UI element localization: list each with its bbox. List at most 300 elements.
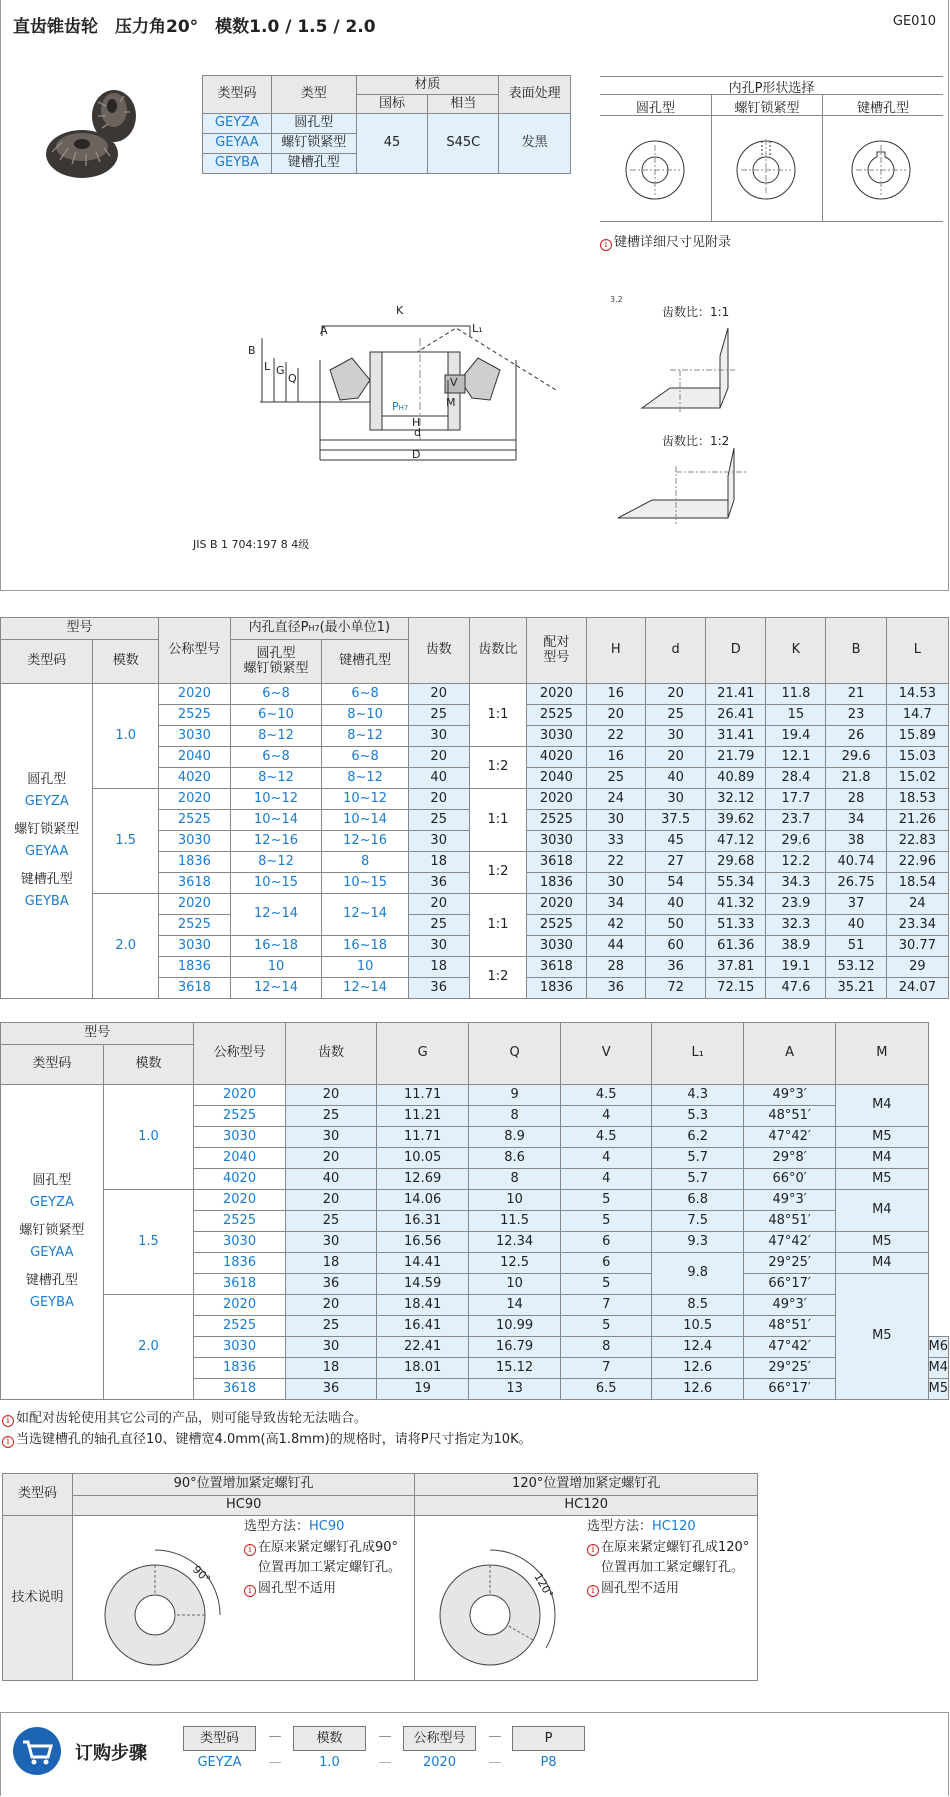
value-cell: 60 (646, 936, 706, 957)
value-cell: 29°25′ (744, 1358, 836, 1379)
bore-a-cell: 10~14 (230, 810, 321, 831)
t2-h-G: G (377, 1023, 469, 1085)
value-cell: 2525 (527, 810, 586, 831)
bore-b-cell: 10~15 (322, 873, 409, 894)
M-cell: M4 (836, 1085, 928, 1127)
dim-M: M (446, 396, 456, 409)
teeth-cell: 30 (408, 936, 469, 957)
dim-B: B (248, 344, 256, 357)
info-icon: i (244, 1585, 256, 1597)
value-cell: 21.8 (826, 768, 886, 789)
value-cell: 24.07 (886, 978, 948, 999)
nominal-cell: 4020 (194, 1169, 286, 1190)
value-cell: 21.79 (706, 747, 766, 768)
note-1-text: 如配对齿轮使用其它公司的产品，则可能导致齿轮无法啮合。 (16, 1411, 368, 1426)
teeth-cell: 20 (285, 1295, 376, 1316)
value-cell: 10 (469, 1274, 561, 1295)
value-cell: 11.71 (377, 1127, 469, 1148)
t1-h-bore: 内孔直径PH7(最小单位1) (230, 618, 408, 640)
value-cell: 4 (561, 1148, 652, 1169)
value-cell: 18.41 (377, 1295, 469, 1316)
value-cell: 14.53 (886, 684, 948, 705)
bore-b-cell: 10~14 (322, 810, 409, 831)
angle-120: 120° (531, 1571, 556, 1601)
M-cell: M5 (928, 1379, 949, 1400)
type-code-line: GEYZA (24, 794, 69, 809)
bore-b-cell: 6~8 (322, 747, 409, 768)
nominal-cell: 3618 (159, 978, 231, 999)
info-icon: i (2, 1436, 14, 1448)
value-cell: 40.89 (706, 768, 766, 789)
value-cell: 28 (826, 789, 886, 810)
value-cell: 10 (469, 1190, 561, 1211)
value-cell: 35.21 (826, 978, 886, 999)
t1-h-d: d (646, 618, 706, 684)
order-dash: — (488, 1755, 502, 1770)
value-cell: 14.59 (377, 1274, 469, 1295)
bore-a-cell: 12~14 (230, 978, 321, 999)
M-cell: M5 (836, 1232, 928, 1253)
type-code-line: GEYBA (24, 894, 69, 909)
value-cell: 53.12 (826, 957, 886, 978)
value-cell: 8.9 (469, 1127, 561, 1148)
note-1 (2, 1408, 367, 1429)
value-cell: 39.62 (706, 810, 766, 831)
ratio-cell: 1:1 (469, 684, 527, 747)
note-2-text: 当选键槽孔的轴孔直径10、键槽宽4.0mm(高1.8mm)的规格时，请将P尺寸指定为10K。 (16, 1432, 532, 1447)
mt-code: GEYZA (203, 114, 272, 134)
value-cell: 48°51′ (744, 1211, 836, 1232)
value-cell: 9.3 (652, 1232, 744, 1253)
value-cell: 34 (826, 810, 886, 831)
order-label-nominal: 公称型号 (403, 1726, 476, 1751)
M-cell: M4 (836, 1190, 928, 1232)
t2-h-teeth: 齿数 (285, 1023, 376, 1085)
ratio-cell: 1:1 (469, 789, 527, 852)
bore-b-cell: 12~14 (322, 894, 409, 936)
value-cell: 51.33 (706, 915, 766, 936)
bore-b-cell: 10 (322, 957, 409, 978)
product-code: GE010 (892, 14, 936, 29)
mt-type: 螺钉锁紧型 (271, 134, 356, 154)
nominal-cell: 2525 (159, 810, 231, 831)
value-cell: 1836 (527, 978, 586, 999)
bore-a-cell: 12~14 (230, 894, 321, 936)
value-cell: 51 (826, 936, 886, 957)
value-cell: 22.96 (886, 852, 948, 873)
value-cell: 22.83 (886, 831, 948, 852)
value-cell: 3030 (527, 831, 586, 852)
teeth-cell: 25 (408, 810, 469, 831)
bore-a-cell: 8~12 (230, 726, 321, 747)
value-cell: 15.89 (886, 726, 948, 747)
value-cell: 47.12 (706, 831, 766, 852)
note-2 (2, 1429, 532, 1450)
value-cell: 18.53 (886, 789, 948, 810)
teeth-cell: 36 (285, 1274, 376, 1295)
bore-a-cell: 6~8 (230, 747, 321, 768)
value-cell: 32.12 (706, 789, 766, 810)
mt-h-typecode: 类型码 (203, 76, 272, 114)
bore-screw-icon (731, 135, 801, 205)
value-cell: 30 (586, 873, 646, 894)
order-value-typecode: GEYZA (197, 1755, 242, 1770)
value-cell: 44 (586, 936, 646, 957)
value-cell: 10.5 (652, 1316, 744, 1337)
value-cell: 14 (469, 1295, 561, 1316)
cart-icon (13, 1727, 61, 1775)
bore-b-cell: 8 (322, 852, 409, 873)
hc-code-90: HC90 (72, 1496, 415, 1516)
table-row (1, 1295, 949, 1316)
material-table (202, 75, 571, 174)
nominal-cell: 3030 (159, 831, 231, 852)
bore-b-cell: 12~14 (322, 978, 409, 999)
value-cell: 9 (469, 1085, 561, 1106)
spec-table-2 (0, 1022, 949, 1400)
hc120-note-b: 位置再加工紧定螺钉孔。 (601, 1560, 745, 1575)
value-cell: 47°42′ (744, 1337, 836, 1358)
value-cell: 36 (646, 957, 706, 978)
ratio-2-label: 齿数比：1:2 (662, 434, 730, 448)
value-cell: 21.41 (706, 684, 766, 705)
teeth-cell: 30 (408, 831, 469, 852)
teeth-cell: 20 (285, 1190, 376, 1211)
module-cell: 2.0 (93, 894, 159, 999)
nominal-cell: 2020 (194, 1085, 286, 1106)
value-cell: 32.3 (766, 915, 826, 936)
dim-Q: Q (288, 372, 297, 385)
t1-h-nominal: 公称型号 (159, 618, 231, 684)
value-cell: 4.3 (652, 1085, 744, 1106)
value-cell: 29 (886, 957, 948, 978)
bore-a-cell: 16~18 (230, 936, 321, 957)
teeth-cell: 20 (408, 894, 469, 915)
value-cell: 16.79 (469, 1337, 561, 1358)
dim-P: PH7 (392, 400, 409, 413)
teeth-cell: 25 (285, 1106, 376, 1127)
order-label-typecode: 类型码 (183, 1726, 256, 1751)
value-cell: 14.06 (377, 1190, 469, 1211)
value-cell: 5.3 (652, 1106, 744, 1127)
value-cell: 72 (646, 978, 706, 999)
type-code-cell (1, 684, 93, 999)
value-cell: 45 (646, 831, 706, 852)
value-cell: 37.81 (706, 957, 766, 978)
spec-table-1 (0, 617, 949, 999)
t2-h-nominal: 公称型号 (194, 1023, 286, 1085)
bore-round-icon (620, 135, 690, 205)
dim-A: A (320, 324, 328, 337)
t2-h-L1: L₁ (652, 1023, 744, 1085)
value-cell: 17.7 (766, 789, 826, 810)
order-value-P: P8 (540, 1755, 557, 1770)
value-cell: 5 (561, 1211, 652, 1232)
t1-h-typecode: 类型码 (1, 640, 93, 684)
value-cell: 18.01 (377, 1358, 469, 1379)
hc120-note-c: i 圆孔型不适用 (587, 1578, 679, 1599)
value-cell: 12.6 (652, 1379, 744, 1400)
type-code-line: 圆孔型 (27, 772, 67, 787)
nominal-cell: 1836 (159, 957, 231, 978)
value-cell: 29.6 (766, 831, 826, 852)
t2-h-M: M (836, 1023, 928, 1085)
ratio-2-drawing (616, 446, 752, 526)
M-cell: M4 (928, 1358, 949, 1379)
value-cell: 29°25′ (744, 1253, 836, 1274)
value-cell: 26.75 (826, 873, 886, 894)
value-cell: 4020 (527, 747, 586, 768)
value-cell: 2020 (527, 894, 586, 915)
value-cell: 26 (826, 726, 886, 747)
value-cell: 16 (586, 747, 646, 768)
table-row (1, 1085, 949, 1106)
value-cell: 12.4 (652, 1337, 744, 1358)
t1-h-K: K (766, 618, 826, 684)
teeth-cell: 18 (408, 852, 469, 873)
value-cell: 15.03 (886, 747, 948, 768)
value-cell: 38.9 (766, 936, 826, 957)
value-cell: 30 (646, 789, 706, 810)
M-cell: M4 (836, 1148, 928, 1169)
nominal-cell: 2020 (159, 789, 231, 810)
info-icon: i (600, 239, 612, 251)
value-cell: 19 (377, 1379, 469, 1400)
value-cell: 54 (646, 873, 706, 894)
nominal-cell: 2040 (194, 1148, 286, 1169)
value-cell: 12.5 (469, 1253, 561, 1274)
value-cell: 21 (826, 684, 886, 705)
value-cell: 20 (646, 684, 706, 705)
value-cell: 3030 (527, 936, 586, 957)
value-cell: 40 (826, 915, 886, 936)
value-cell: 13 (469, 1379, 561, 1400)
value-cell: 16.56 (377, 1232, 469, 1253)
t1-h-D: D (706, 618, 766, 684)
value-cell: 24 (586, 789, 646, 810)
value-cell: 41.32 (706, 894, 766, 915)
value-cell: 8 (561, 1337, 652, 1358)
hc90-note-b: 位置再加工紧定螺钉孔。 (258, 1560, 402, 1575)
order-label-P: P (512, 1726, 585, 1751)
nominal-cell: 2525 (159, 705, 231, 726)
angle-90: 90° (189, 1562, 213, 1586)
order-value-nominal: 2020 (422, 1755, 457, 1770)
teeth-cell: 30 (285, 1337, 376, 1358)
value-cell: 11.21 (377, 1106, 469, 1127)
value-cell: 28.4 (766, 768, 826, 789)
module-cell: 1.0 (103, 1085, 193, 1190)
t1-h-B: B (826, 618, 886, 684)
bore-title: 内孔P形状选择 (600, 76, 943, 96)
value-cell: 3030 (527, 726, 586, 747)
teeth-cell: 18 (408, 957, 469, 978)
nominal-cell: 2525 (159, 915, 231, 936)
value-cell: 11.71 (377, 1085, 469, 1106)
value-cell: 30.77 (886, 936, 948, 957)
nominal-cell: 3618 (194, 1274, 286, 1295)
hc120-select: 选型方法：HC120 (587, 1519, 696, 1534)
ratio-1-drawing (640, 320, 740, 416)
value-cell: 4.5 (561, 1127, 652, 1148)
hc-h-90: 90°位置增加紧定螺钉孔 (72, 1474, 415, 1496)
value-cell: 36 (586, 978, 646, 999)
value-cell: 14.41 (377, 1253, 469, 1274)
value-cell: 72.15 (706, 978, 766, 999)
nominal-cell: 2020 (159, 684, 231, 705)
nominal-cell: 2525 (194, 1316, 286, 1337)
nominal-cell: 3618 (159, 873, 231, 894)
bore-opt-round[interactable]: 圆孔型 (635, 101, 675, 116)
dim-D: D (412, 448, 421, 461)
value-cell: 4 (561, 1106, 652, 1127)
dim-V: V (450, 376, 458, 389)
mt-std: 45 (356, 114, 428, 174)
value-cell: 11.5 (469, 1211, 561, 1232)
nominal-cell: 2020 (194, 1190, 286, 1211)
bore-opt-screw[interactable]: 螺钉锁紧型 (734, 101, 800, 116)
t2-h-module: 模数 (103, 1045, 193, 1085)
dim-K: K (396, 304, 404, 317)
value-cell: 24 (886, 894, 948, 915)
value-cell: 30 (586, 810, 646, 831)
nominal-cell: 1836 (194, 1253, 286, 1274)
info-icon: i (587, 1585, 599, 1597)
M-cell: M5 (836, 1169, 928, 1190)
type-code-line: 键槽孔型 (20, 872, 73, 887)
value-cell: 15.12 (469, 1358, 561, 1379)
t2-h-A: A (744, 1023, 836, 1085)
teeth-cell: 25 (285, 1316, 376, 1337)
type-code-line: 螺钉锁紧型 (19, 1223, 85, 1238)
nominal-cell: 4020 (159, 768, 231, 789)
value-cell: 66°0′ (744, 1169, 836, 1190)
table-row (1, 684, 949, 705)
value-cell: 2020 (527, 684, 586, 705)
value-cell: 42 (586, 915, 646, 936)
type-code-line: 圆孔型 (32, 1173, 72, 1188)
t1-h-module: 模数 (93, 640, 159, 684)
value-cell: 8 (469, 1106, 561, 1127)
value-cell: 25 (646, 705, 706, 726)
bore-a-cell: 8~12 (230, 852, 321, 873)
value-cell: 11.8 (766, 684, 826, 705)
teeth-cell: 40 (408, 768, 469, 789)
keyway-note-text: 键槽详细尺寸见附录 (614, 235, 732, 250)
value-cell: 22.41 (377, 1337, 469, 1358)
bore-a-cell: 10~12 (230, 789, 321, 810)
value-cell: 4.5 (561, 1085, 652, 1106)
t1-h-teeth: 齿数 (408, 618, 469, 684)
nominal-cell: 3030 (194, 1337, 286, 1358)
teeth-cell: 36 (408, 873, 469, 894)
value-cell: 3618 (527, 852, 586, 873)
value-cell: 38 (826, 831, 886, 852)
order-value-module: 1.0 (319, 1755, 340, 1770)
mt-equiv: S45C (428, 114, 499, 174)
value-cell: 6.8 (652, 1190, 744, 1211)
value-cell: 30 (646, 726, 706, 747)
teeth-cell: 25 (285, 1211, 376, 1232)
table-row (1, 1190, 949, 1211)
value-cell: 7.5 (652, 1211, 744, 1232)
bore-a-cell: 6~8 (230, 684, 321, 705)
t2-h-typecode: 类型码 (1, 1045, 104, 1085)
value-cell: 29.6 (826, 747, 886, 768)
order-label-module: 模数 (293, 1726, 366, 1751)
teeth-cell: 18 (285, 1358, 376, 1379)
value-cell: 3618 (527, 957, 586, 978)
teeth-cell: 20 (408, 747, 469, 768)
gear-drawing (248, 300, 580, 530)
hc120-note-a: i 在原来紧定螺钉孔成120° (587, 1537, 749, 1558)
value-cell: 8 (469, 1169, 561, 1190)
nominal-cell: 2525 (194, 1106, 286, 1127)
value-cell: 22 (586, 726, 646, 747)
mt-h-material: 材质 (356, 76, 499, 95)
module-cell: 1.0 (93, 684, 159, 789)
M-cell: M5 (836, 1274, 928, 1400)
value-cell: 5 (561, 1274, 652, 1295)
t1-h-H: H (586, 618, 646, 684)
value-cell: 2040 (527, 768, 586, 789)
nominal-cell: 3030 (159, 936, 231, 957)
bore-b-cell: 8~10 (322, 705, 409, 726)
dim-L: L (264, 360, 271, 373)
teeth-cell: 20 (285, 1085, 376, 1106)
value-cell: 19.1 (766, 957, 826, 978)
value-cell: 5.7 (652, 1148, 744, 1169)
bore-opt-key[interactable]: 键槽孔型 (856, 101, 909, 116)
hc-code-120: HC120 (415, 1496, 758, 1516)
value-cell: 8.5 (652, 1295, 744, 1316)
jis-standard: JIS B 1 704:197 8 4级 (193, 538, 310, 551)
value-cell: 29.68 (706, 852, 766, 873)
t2-h-Q: Q (469, 1023, 561, 1085)
mt-h-type: 类型 (271, 76, 356, 114)
value-cell: 12.2 (766, 852, 826, 873)
bore-b-cell: 16~18 (322, 936, 409, 957)
hc90-note-c: i 圆孔型不适用 (244, 1578, 336, 1599)
value-cell: 5 (561, 1316, 652, 1337)
t1-h-bore-b: 键槽孔型 (322, 640, 409, 684)
teeth-cell: 18 (285, 1253, 376, 1274)
order-title: 订购步骤 (75, 1743, 147, 1764)
order-dash: — (378, 1755, 392, 1770)
value-cell: 20 (646, 747, 706, 768)
value-cell: 47.6 (766, 978, 826, 999)
info-icon: i (244, 1544, 256, 1556)
hc-h-type: 类型码 (3, 1474, 73, 1516)
value-cell: 40 (646, 894, 706, 915)
value-cell: 55.34 (706, 873, 766, 894)
bore-a-cell: 6~10 (230, 705, 321, 726)
value-cell: 18.54 (886, 873, 948, 894)
value-cell: 12.34 (469, 1232, 561, 1253)
mt-code: GEYAA (203, 134, 272, 154)
bore-a-cell: 8~12 (230, 768, 321, 789)
value-cell: 49°3′ (744, 1085, 836, 1106)
type-code-line: GEYAA (25, 844, 69, 859)
nominal-cell: 3030 (194, 1127, 286, 1148)
value-cell: 2525 (527, 705, 586, 726)
nominal-cell: 2020 (194, 1295, 286, 1316)
bore-a-cell: 10 (230, 957, 321, 978)
type-code-line: 键槽孔型 (25, 1273, 78, 1288)
t1-h-bore-a: 圆孔型 螺钉锁紧型 (230, 640, 321, 684)
value-cell: 23.34 (886, 915, 948, 936)
value-cell: 19.4 (766, 726, 826, 747)
